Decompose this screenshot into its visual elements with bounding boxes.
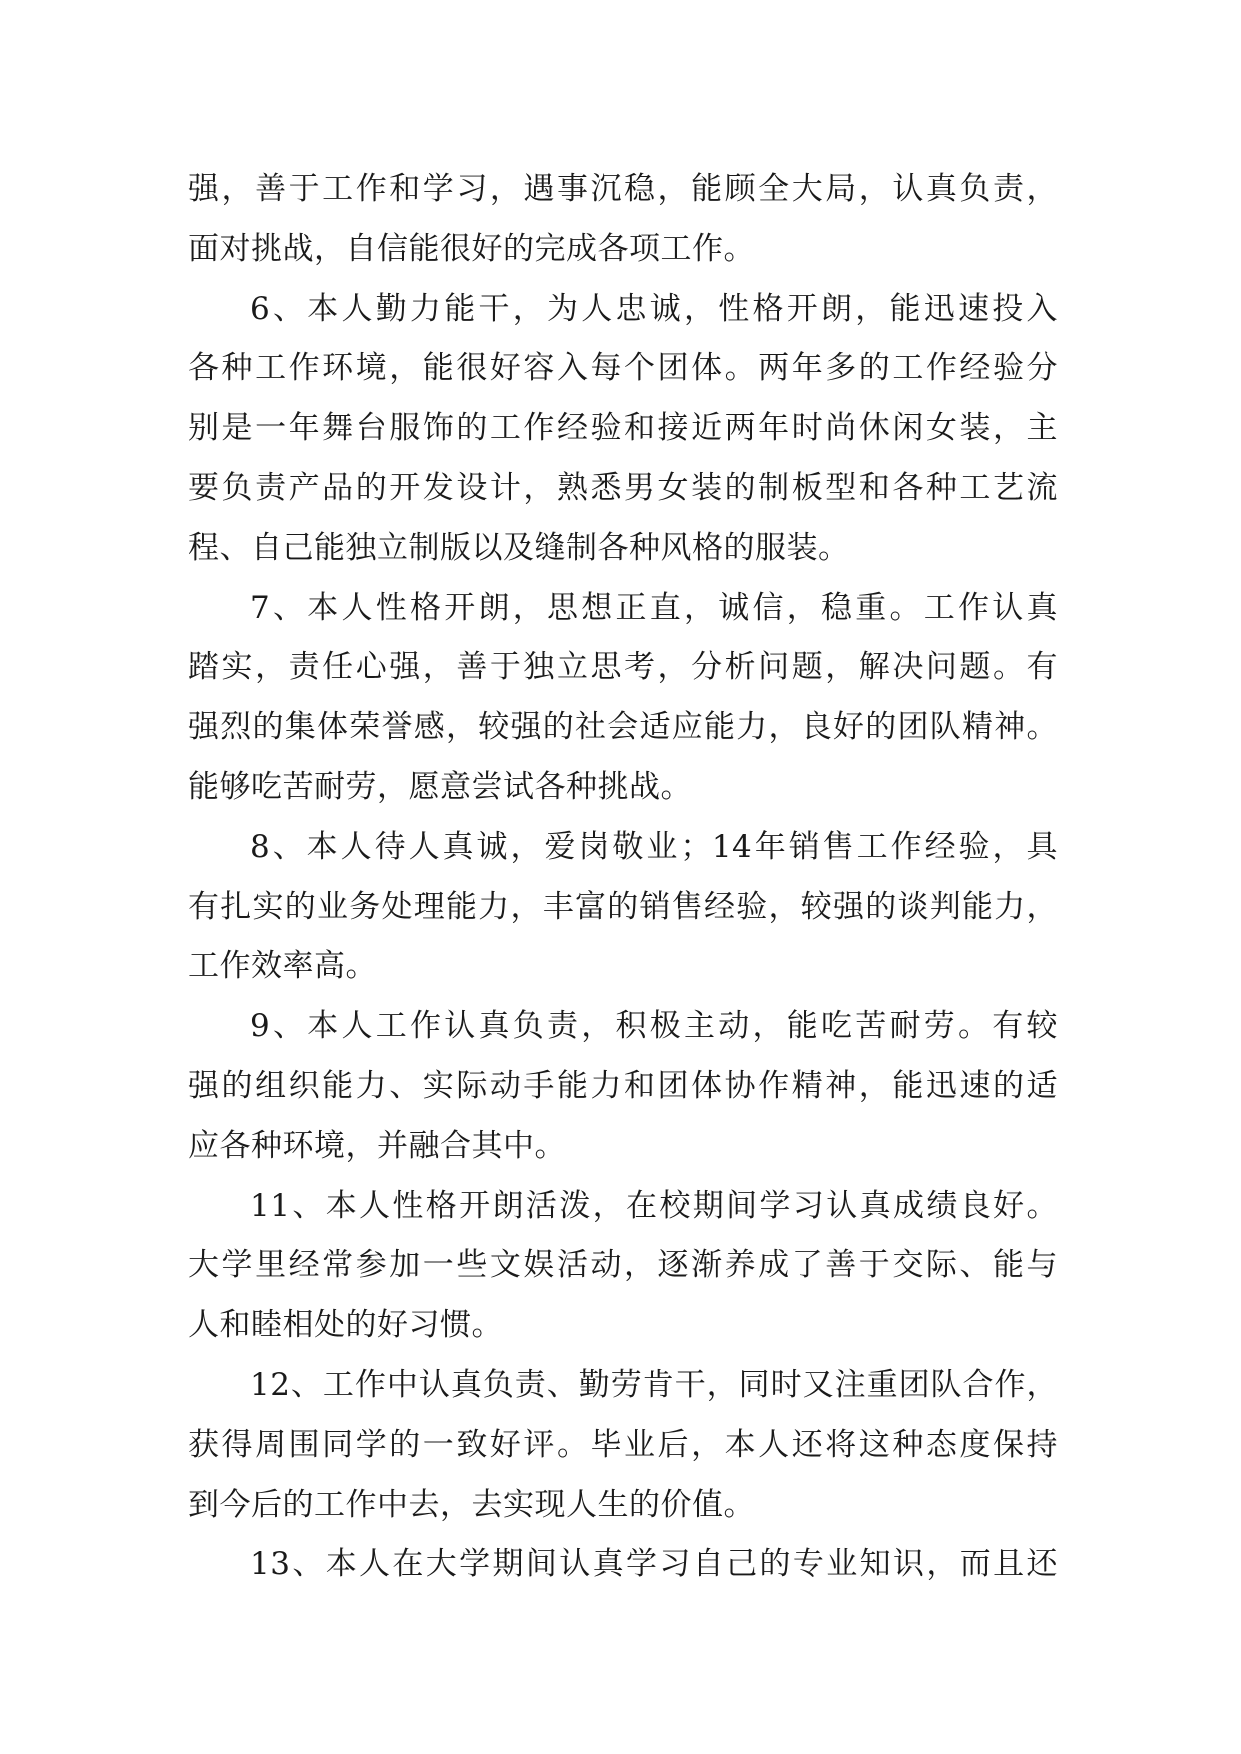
paragraph-line: 别是一年舞台服饰的工作经验和接近两年时尚休闲女装，主 bbox=[188, 410, 1058, 447]
paragraph-line: 获得周围同学的一致好评。毕业后，本人还将这种态度保持 bbox=[188, 1426, 1058, 1463]
paragraph-line: 工作效率高。 bbox=[188, 948, 377, 985]
paragraph-line: 程、自己能独立制版以及缝制各种风格的服装。 bbox=[188, 529, 850, 566]
paragraph-first-line: 13、本人在大学期间认真学习自己的专业知识，而且还 bbox=[250, 1546, 1058, 1583]
paragraph-first-line: 12、工作中认真负责、勤劳肯干，同时又注重团队合作， bbox=[250, 1366, 1058, 1403]
paragraph-line: 踏实，责任心强，善于独立思考，分析问题，解决问题。有 bbox=[188, 649, 1058, 686]
paragraph-line: 强，善于工作和学习，遇事沉稳，能顾全大局，认真负责， bbox=[188, 171, 1058, 207]
paragraph-line: 大学里经常参加一些文娱活动，逐渐养成了善于交际、能与 bbox=[188, 1247, 1058, 1284]
paragraph-line: 人和睦相处的好习惯。 bbox=[188, 1307, 503, 1344]
paragraph-line: 面对挑战，自信能很好的完成各项工作。 bbox=[188, 230, 755, 267]
paragraph-first-line: 8、本人待人真诚，爱岗敬业；14年销售工作经验，具 bbox=[250, 828, 1058, 865]
paragraph-first-line: 9、本人工作认真负责，积极主动，能吃苦耐劳。有较 bbox=[250, 1008, 1058, 1045]
paragraph-line: 到今后的工作中去，去实现人生的价值。 bbox=[188, 1486, 755, 1523]
paragraph-line: 要负责产品的开发设计，熟悉男女装的制板型和各种工艺流 bbox=[188, 469, 1058, 506]
paragraph-line: 有扎实的业务处理能力，丰富的销售经验，较强的谈判能力， bbox=[188, 888, 1058, 925]
paragraph-line: 各种工作环境，能很好容入每个团体。两年多的工作经验分 bbox=[188, 350, 1058, 387]
document-body bbox=[188, 160, 1058, 1595]
paragraph-line: 应各种环境，并融合其中。 bbox=[188, 1127, 566, 1164]
paragraph-first-line: 11、本人性格开朗活泼，在校期间学习认真成绩良好。 bbox=[250, 1187, 1058, 1224]
paragraph-line: 能够吃苦耐劳，愿意尝试各种挑战。 bbox=[188, 768, 692, 805]
paragraph-line: 强的组织能力、实际动手能力和团体协作精神，能迅速的适 bbox=[188, 1067, 1058, 1104]
paragraph-first-line: 7、本人性格开朗，思想正直，诚信，稳重。工作认真 bbox=[250, 589, 1058, 626]
paragraph-line: 强烈的集体荣誉感，较强的社会适应能力，良好的团队精神。 bbox=[188, 709, 1058, 746]
paragraph-first-line: 6、本人勤力能干，为人忠诚，性格开朗，能迅速投入 bbox=[250, 290, 1058, 327]
